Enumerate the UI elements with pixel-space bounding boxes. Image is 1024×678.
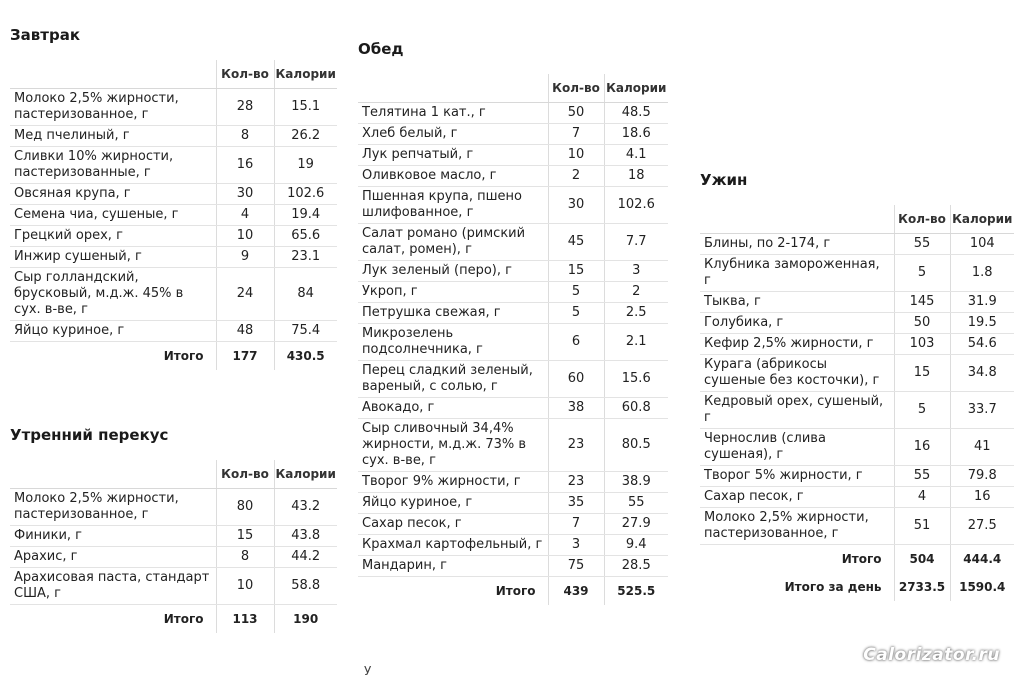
food-name: Молоко 2,5% жирности, пастеризованное, г — [700, 508, 894, 545]
total-row-cal: 190 — [274, 605, 337, 634]
table-row — [700, 292, 1014, 313]
food-qty: 55 — [894, 234, 950, 255]
table-row — [10, 226, 337, 247]
dinner-title: Ужин — [700, 171, 748, 189]
food-cal: 102.6 — [274, 184, 337, 205]
food-qty: 5 — [894, 392, 950, 429]
food-name: Чернослив (слива сушеная), г — [700, 429, 894, 466]
food-name: Яйцо куриное, г — [10, 321, 216, 342]
food-cal: 38.9 — [604, 472, 668, 493]
food-qty: 60 — [548, 361, 604, 398]
food-cal: 84 — [274, 268, 337, 321]
food-cal: 55 — [604, 493, 668, 514]
name-header — [358, 74, 548, 103]
table-row — [10, 126, 337, 147]
table-row — [700, 355, 1014, 392]
food-cal: 2.5 — [604, 303, 668, 324]
food-name: Инжир сушеный, г — [10, 247, 216, 268]
total-row-cal: 525.5 — [604, 577, 668, 606]
breakfast-section — [10, 26, 337, 370]
food-qty: 24 — [216, 268, 274, 321]
food-cal: 104 — [950, 234, 1014, 255]
table-row — [10, 321, 337, 342]
day-total-row-qty: 2733.5 — [894, 573, 950, 601]
food-qty: 5 — [894, 255, 950, 292]
table-row — [358, 145, 668, 166]
total-row-qty: 177 — [216, 342, 274, 371]
food-name: Молоко 2,5% жирности, пастеризованное, г — [10, 489, 216, 526]
name-header — [10, 60, 216, 89]
dinner-table — [700, 205, 1014, 601]
watermark: Calorizator.ru — [863, 645, 1000, 665]
food-qty: 80 — [216, 489, 274, 526]
total-row — [10, 605, 337, 634]
table-row — [358, 282, 668, 303]
food-qty: 23 — [548, 472, 604, 493]
table-row — [358, 103, 668, 124]
food-cal: 28.5 — [604, 556, 668, 577]
food-cal: 102.6 — [604, 187, 668, 224]
food-qty: 35 — [548, 493, 604, 514]
food-cal: 7.7 — [604, 224, 668, 261]
table-row — [700, 255, 1014, 292]
food-cal: 58.8 — [274, 568, 337, 605]
food-name: Салат романо (римский салат, ромен), г — [358, 224, 548, 261]
food-name: Лук репчатый, г — [358, 145, 548, 166]
food-name: Сахар песок, г — [358, 514, 548, 535]
food-name: Авокадо, г — [358, 398, 548, 419]
table-row — [10, 147, 337, 184]
table-row — [700, 487, 1014, 508]
food-name: Овсяная крупа, г — [10, 184, 216, 205]
food-name: Клубника замороженная, г — [700, 255, 894, 292]
food-cal: 15.6 — [604, 361, 668, 398]
table-row — [358, 514, 668, 535]
total-row-label: Итого — [163, 349, 204, 363]
total-row — [10, 342, 337, 371]
food-name: Кефир 2,5% жирности, г — [700, 334, 894, 355]
table-row — [358, 419, 668, 472]
table-row — [700, 334, 1014, 355]
food-name: Арахис, г — [10, 547, 216, 568]
qty-header: Кол-во — [894, 205, 950, 234]
morning-snack-table — [10, 460, 337, 633]
food-name: Кедровый орех, сушеный, г — [700, 392, 894, 429]
food-name: Яйцо куриное, г — [358, 493, 548, 514]
food-qty: 10 — [548, 145, 604, 166]
table-row — [700, 234, 1014, 255]
food-name: Хлеб белый, г — [358, 124, 548, 145]
food-qty: 7 — [548, 514, 604, 535]
food-cal: 3 — [604, 261, 668, 282]
table-row — [358, 187, 668, 224]
food-qty: 145 — [894, 292, 950, 313]
food-cal: 26.2 — [274, 126, 337, 147]
food-cal: 60.8 — [604, 398, 668, 419]
table-row — [358, 556, 668, 577]
table-row — [10, 489, 337, 526]
food-cal: 2 — [604, 282, 668, 303]
food-qty: 16 — [216, 147, 274, 184]
food-qty: 2 — [548, 166, 604, 187]
food-cal: 41 — [950, 429, 1014, 466]
day-total-row — [700, 573, 1014, 601]
food-name: Арахисовая паста, стандарт США, г — [10, 568, 216, 605]
food-qty: 6 — [548, 324, 604, 361]
food-name: Сливки 10% жирности, пастеризованные, г — [10, 147, 216, 184]
table-row — [358, 224, 668, 261]
food-cal: 19.4 — [274, 205, 337, 226]
food-cal: 19.5 — [950, 313, 1014, 334]
food-qty: 30 — [216, 184, 274, 205]
name-header — [10, 460, 216, 489]
food-name: Сыр сливочный 34,4% жирности, м.д.ж. 73% в сух. в-ве, г — [358, 419, 548, 472]
food-qty: 10 — [216, 226, 274, 247]
food-cal: 27.5 — [950, 508, 1014, 545]
food-cal: 43.8 — [274, 526, 337, 547]
table-row — [10, 568, 337, 605]
cal-header: Калории — [274, 60, 337, 89]
table-row — [358, 535, 668, 556]
table-row — [358, 361, 668, 398]
breakfast-table — [10, 60, 337, 370]
lunch-title: Обед — [358, 40, 404, 58]
qty-header: Кол-во — [216, 60, 274, 89]
food-name: Тыква, г — [700, 292, 894, 313]
morning-snack-title: Утренний перекус — [10, 426, 169, 444]
total-row-qty: 504 — [894, 545, 950, 574]
food-name: Творог 9% жирности, г — [358, 472, 548, 493]
food-qty: 8 — [216, 547, 274, 568]
food-qty: 10 — [216, 568, 274, 605]
food-qty: 30 — [548, 187, 604, 224]
food-name: Микрозелень подсолнечника, г — [358, 324, 548, 361]
dinner-section — [700, 171, 1014, 601]
total-row-qty: 439 — [548, 577, 604, 606]
day-total-row-label: Итого за день — [784, 580, 882, 594]
food-cal: 16 — [950, 487, 1014, 508]
food-name: Мед пчелиный, г — [10, 126, 216, 147]
cal-header: Калории — [274, 460, 337, 489]
food-name: Финики, г — [10, 526, 216, 547]
table-row — [10, 205, 337, 226]
table-row — [358, 324, 668, 361]
food-name: Лук зеленый (перо), г — [358, 261, 548, 282]
name-header — [700, 205, 894, 234]
food-qty: 103 — [894, 334, 950, 355]
table-row — [358, 166, 668, 187]
day-total-row-cal: 1590.4 — [950, 573, 1014, 601]
food-name: Голубика, г — [700, 313, 894, 334]
food-name: Перец сладкий зеленый, вареный, с солью, г — [358, 361, 548, 398]
food-name: Оливковое масло, г — [358, 166, 548, 187]
food-qty: 48 — [216, 321, 274, 342]
food-cal: 79.8 — [950, 466, 1014, 487]
table-row — [10, 89, 337, 126]
food-qty: 45 — [548, 224, 604, 261]
food-cal: 54.6 — [950, 334, 1014, 355]
table-row — [358, 303, 668, 324]
table-row — [358, 261, 668, 282]
total-row — [700, 545, 1014, 574]
morning-snack-section — [10, 426, 337, 633]
table-row — [10, 547, 337, 568]
food-cal: 18 — [604, 166, 668, 187]
food-name: Творог 5% жирности, г — [700, 466, 894, 487]
food-cal: 43.2 — [274, 489, 337, 526]
total-row-cal: 430.5 — [274, 342, 337, 371]
food-qty: 15 — [548, 261, 604, 282]
next-section-fragment: У — [364, 664, 372, 678]
food-name: Молоко 2,5% жирности, пастеризованное, г — [10, 89, 216, 126]
table-row — [10, 184, 337, 205]
food-qty: 9 — [216, 247, 274, 268]
food-qty: 5 — [548, 282, 604, 303]
food-name: Укроп, г — [358, 282, 548, 303]
total-row-label: Итого — [163, 612, 204, 626]
food-qty: 15 — [894, 355, 950, 392]
food-qty: 4 — [216, 205, 274, 226]
table-row — [700, 429, 1014, 466]
food-qty: 8 — [216, 126, 274, 147]
food-cal: 27.9 — [604, 514, 668, 535]
food-qty: 15 — [216, 526, 274, 547]
food-name: Блины, по 2-174, г — [700, 234, 894, 255]
food-cal: 2.1 — [604, 324, 668, 361]
food-cal: 80.5 — [604, 419, 668, 472]
food-cal: 19 — [274, 147, 337, 184]
food-qty: 50 — [548, 103, 604, 124]
food-qty: 28 — [216, 89, 274, 126]
table-row — [10, 526, 337, 547]
food-qty: 55 — [894, 466, 950, 487]
food-name: Сыр голландский, брусковый, м.д.ж. 45% в сух. в-ве, г — [10, 268, 216, 321]
table-row — [358, 472, 668, 493]
food-name: Телятина 1 кат., г — [358, 103, 548, 124]
food-qty: 75 — [548, 556, 604, 577]
table-row — [358, 124, 668, 145]
total-row — [358, 577, 668, 606]
food-cal: 34.8 — [950, 355, 1014, 392]
food-qty: 51 — [894, 508, 950, 545]
food-name: Пшенная крупа, пшено шлифованное, г — [358, 187, 548, 224]
breakfast-title: Завтрак — [10, 26, 81, 44]
total-row-qty: 113 — [216, 605, 274, 634]
food-name: Крахмал картофельный, г — [358, 535, 548, 556]
food-cal: 23.1 — [274, 247, 337, 268]
food-name: Сахар песок, г — [700, 487, 894, 508]
total-row-label: Итого — [841, 552, 882, 566]
food-qty: 4 — [894, 487, 950, 508]
food-cal: 15.1 — [274, 89, 337, 126]
table-row — [700, 392, 1014, 429]
cal-header: Калории — [950, 205, 1014, 234]
table-row — [358, 493, 668, 514]
lunch-section — [358, 40, 668, 605]
food-cal: 31.9 — [950, 292, 1014, 313]
table-row — [700, 313, 1014, 334]
food-cal: 65.6 — [274, 226, 337, 247]
food-qty: 23 — [548, 419, 604, 472]
food-qty: 50 — [894, 313, 950, 334]
food-qty: 3 — [548, 535, 604, 556]
table-row — [700, 466, 1014, 487]
food-cal: 44.2 — [274, 547, 337, 568]
cal-header: Калории — [604, 74, 668, 103]
qty-header: Кол-во — [216, 460, 274, 489]
food-cal: 18.6 — [604, 124, 668, 145]
food-qty: 38 — [548, 398, 604, 419]
table-row — [10, 247, 337, 268]
food-name: Петрушка свежая, г — [358, 303, 548, 324]
food-cal: 9.4 — [604, 535, 668, 556]
food-cal: 1.8 — [950, 255, 1014, 292]
food-name: Семена чиа, сушеные, г — [10, 205, 216, 226]
food-name: Грецкий орех, г — [10, 226, 216, 247]
total-row-label: Итого — [495, 584, 536, 598]
table-row — [358, 398, 668, 419]
food-cal: 33.7 — [950, 392, 1014, 429]
food-qty: 16 — [894, 429, 950, 466]
table-row — [10, 268, 337, 321]
qty-header: Кол-во — [548, 74, 604, 103]
food-cal: 75.4 — [274, 321, 337, 342]
lunch-table — [358, 74, 668, 605]
food-cal: 48.5 — [604, 103, 668, 124]
food-cal: 4.1 — [604, 145, 668, 166]
food-qty: 7 — [548, 124, 604, 145]
table-row — [700, 508, 1014, 545]
food-name: Мандарин, г — [358, 556, 548, 577]
food-name: Курага (абрикосы сушеные без косточки), г — [700, 355, 894, 392]
food-qty: 5 — [548, 303, 604, 324]
total-row-cal: 444.4 — [950, 545, 1014, 574]
